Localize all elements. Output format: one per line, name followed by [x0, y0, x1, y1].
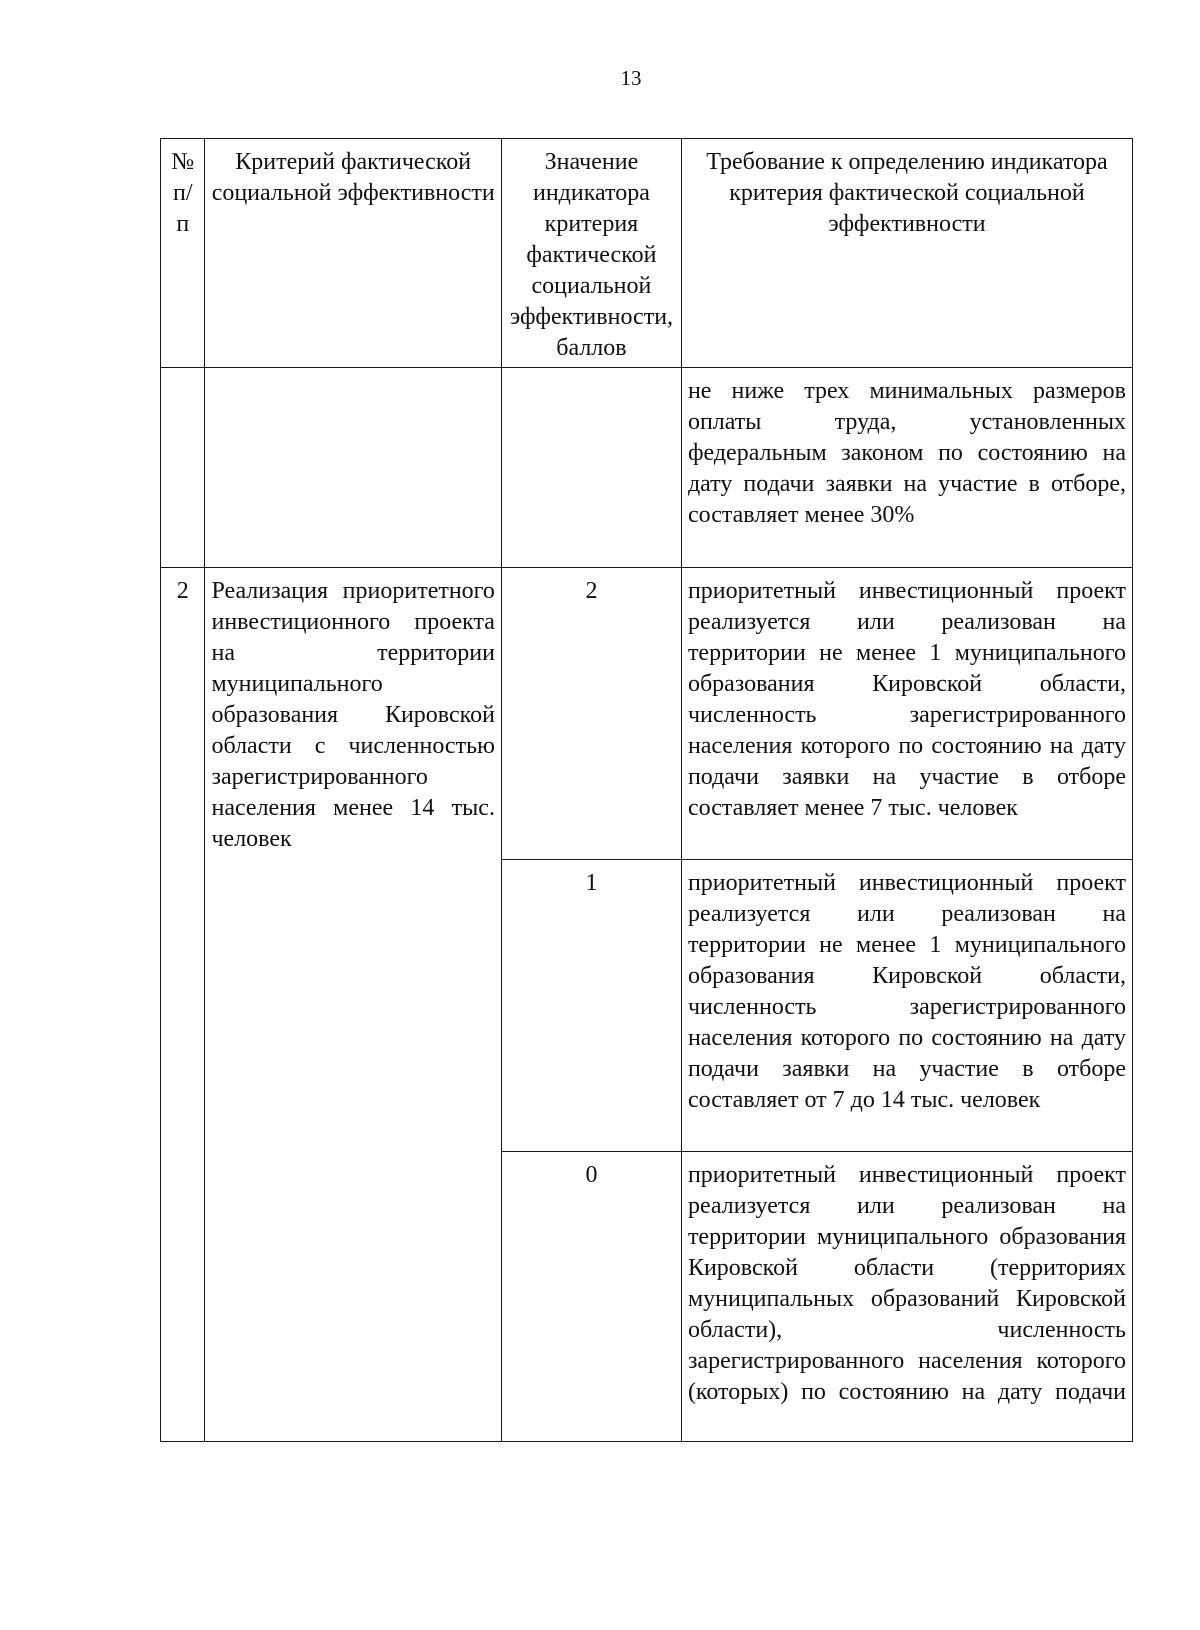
header-value: Значение индикатора критерия фактической социальной эффективности, баллов [501, 139, 681, 368]
header-requirement: Требование к определению индикатора критерия фактической социальной эффективности [681, 139, 1132, 368]
table-row [161, 368, 1133, 568]
page-number: 13 [620, 66, 642, 90]
criteria-table [160, 138, 1133, 1442]
row-value-cell: 2 [501, 568, 681, 860]
header-criterion: Критерий фактической социальной эффективности [205, 139, 501, 368]
row-value-cell [501, 368, 681, 568]
table-header-row [161, 139, 1133, 368]
row-criterion-cell: Реализация приоритетного инвестиционного проекта на территории муниципального образования Кировской области с численностью зарегистрированного населения менее 14 тыс. человек [205, 568, 501, 1442]
row-value-cell: 1 [501, 860, 681, 1152]
row-criterion-cell [205, 368, 501, 568]
row-requirement-cell: приоритетный инвестиционный проект реализуется или реализован на территории не менее 1 муниципального образования Кировской области, численность зарегистрированного населения которого по состоянию на дату подачи заявки на участие в отборе составляет от 7 до 14 тыс. человек [681, 860, 1132, 1152]
row-value-cell: 0 [501, 1152, 681, 1442]
row-num-cell: 2 [161, 568, 205, 1442]
row-requirement-cell: приоритетный инвестиционный проект реализуется или реализован на территории не менее 1 муниципального образования Кировской области, численность зарегистрированного населения которого по состоянию на дату подачи заявки на участие в отборе составляет менее 7 тыс. человек [681, 568, 1132, 860]
row-requirement-cell: приоритетный инвестиционный проект реализуется или реализован на территории муниципального образования Кировской области (территориях муниципальных образований Кировской области), численность зарегистрированного населения которого (которых) по состоянию на дату подачи [681, 1152, 1132, 1442]
row-num-cell [161, 368, 205, 568]
table-row [161, 568, 1133, 860]
header-num: № п/п [161, 139, 205, 368]
row-requirement-cell: не ниже трех минимальных размеров оплаты труда, установленных федеральным законом по состоянию на дату подачи заявки на участие в отборе, составляет менее 30% [681, 368, 1132, 568]
